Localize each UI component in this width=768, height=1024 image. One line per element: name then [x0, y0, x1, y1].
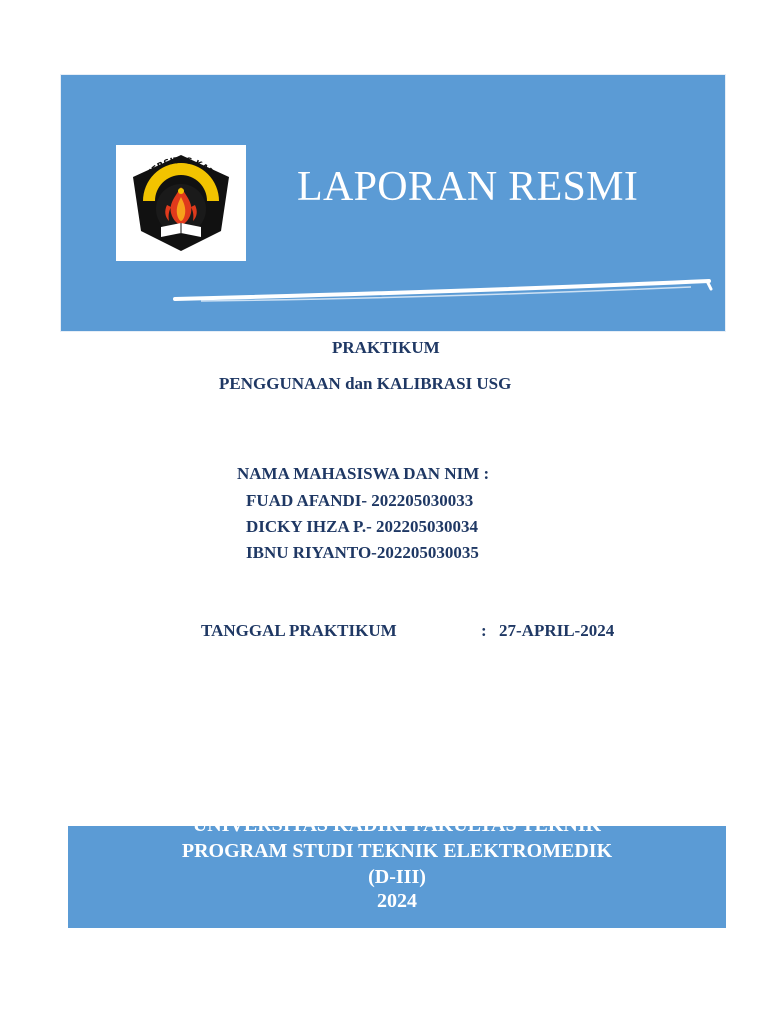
header-banner	[60, 74, 726, 332]
footer-level: (D-III)	[368, 866, 426, 888]
praktikum-label: PRAKTIKUM	[332, 338, 440, 357]
student-3: IBNU RIYANTO-202205030035	[246, 543, 479, 562]
praktikum-title: PENGGUNAAN dan KALIBRASI USG	[219, 374, 512, 393]
svg-text:UNIVERSITAS KADIRI: UNIVERSITAS KADIRI	[135, 155, 225, 195]
footer-year: 2024	[377, 890, 417, 912]
students-label: NAMA MAHASISWA DAN NIM :	[237, 464, 490, 483]
footer-banner	[68, 814, 726, 928]
university-seal-icon	[121, 151, 241, 255]
date-label: TANGGAL PRAKTIKUM	[201, 621, 397, 640]
date-value: 27-APRIL-2024	[499, 621, 615, 640]
student-1: FUAD AFANDI- 202205030033	[246, 491, 474, 510]
footer-university: UNIVERSITAS KADIRI FAKULTAS TEKNIK	[192, 814, 602, 836]
date-separator: :	[481, 621, 487, 640]
footer-program: PROGRAM STUDI TEKNIK ELEKTROMEDIK	[181, 840, 613, 862]
report-title: LAPORAN RESMI	[297, 164, 639, 210]
student-2: DICKY IHZA P.- 202205030034	[246, 517, 479, 536]
decorative-swoosh	[171, 275, 716, 307]
university-logo	[116, 145, 246, 261]
